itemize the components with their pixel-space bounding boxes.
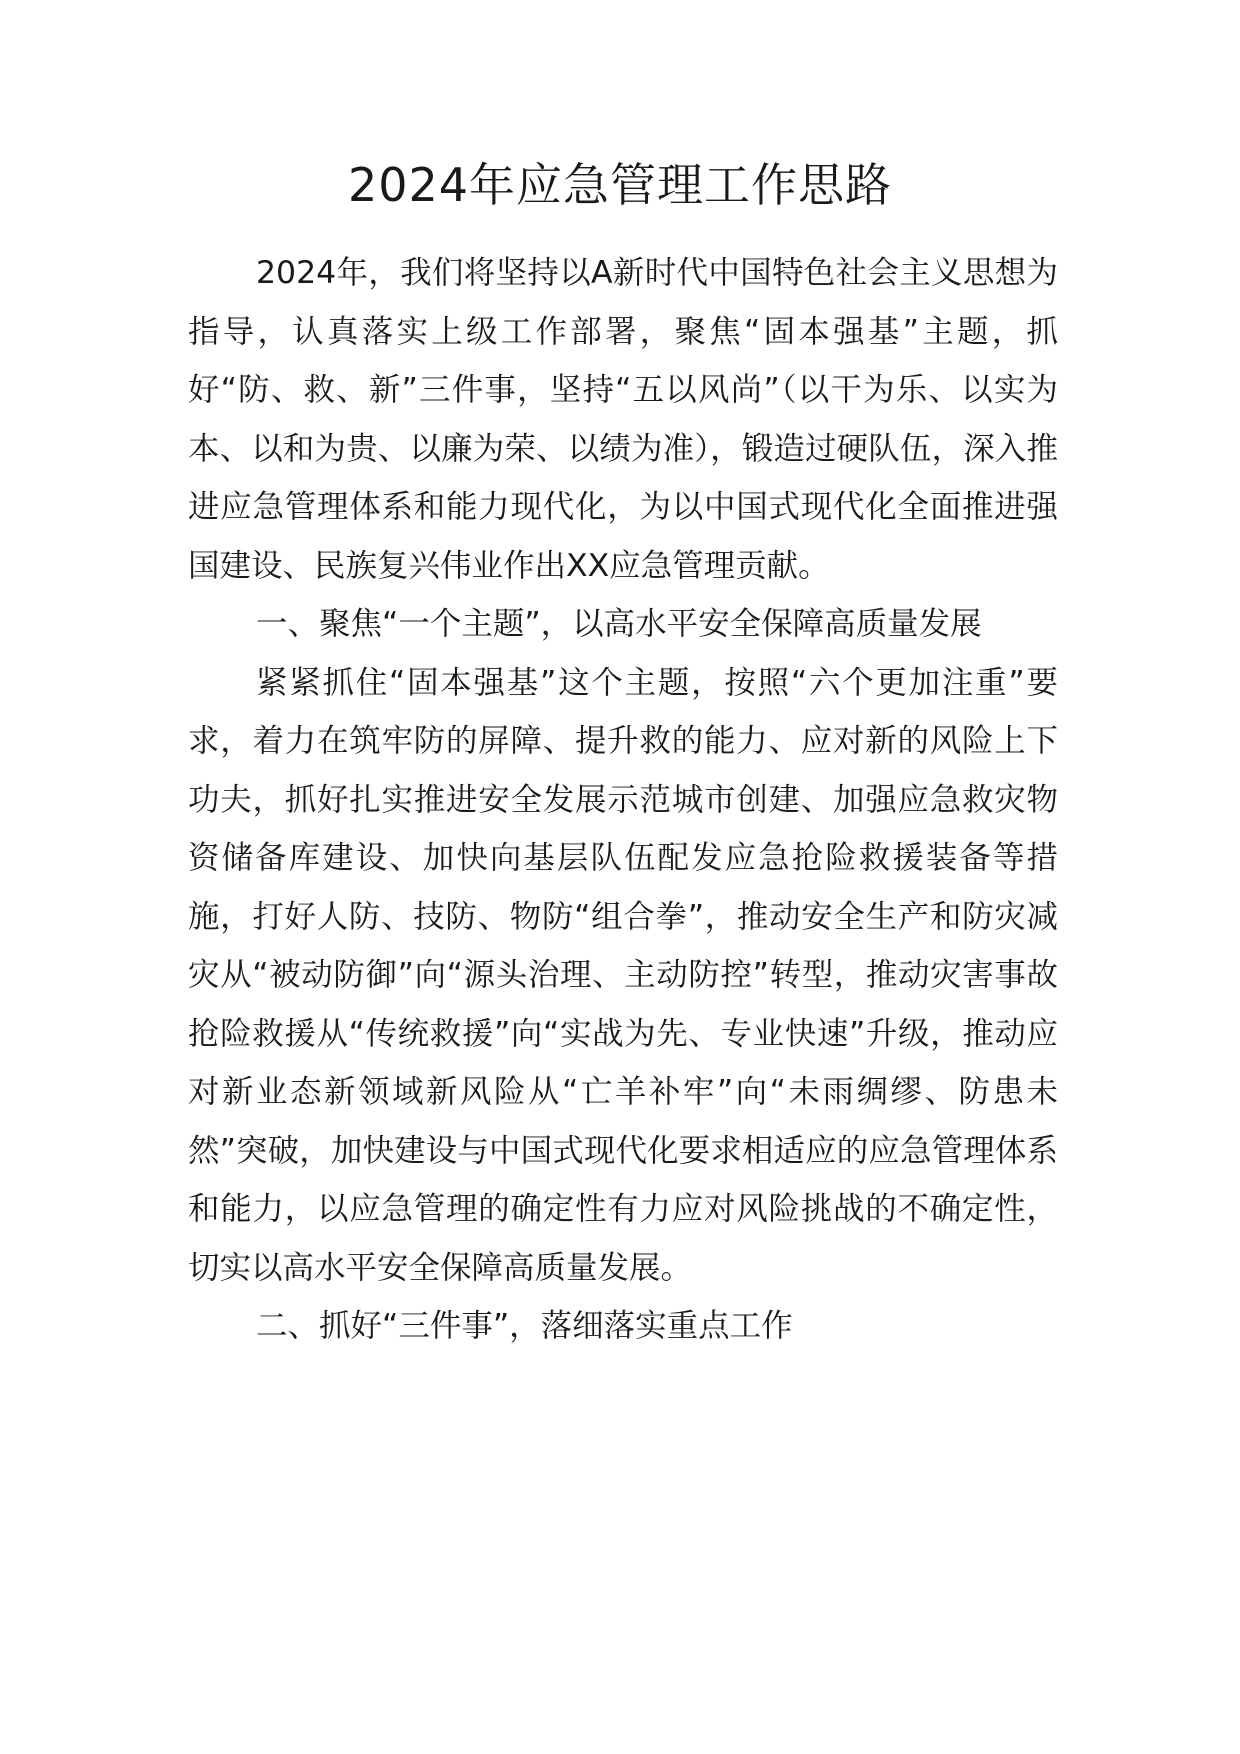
intro-paragraph: 2024年，我们将坚持以A新时代中国特色社会主义思想为指导，认真落实上级工作部署，聚焦“固本强基”主题，抓好“防、救、新”三件事，坚持“五以风尚”（以干为乐、以实为本、以和为贵、以廉为荣、以绩为准），锻造过硬队伍，深入推进应急管理体系和能力现代化，为以中国式现代化全面推进强国建设、民族复兴伟业作出XX应急管理贡献。 bbox=[188, 255, 1058, 584]
section-1-paragraph: 紧紧抓住“固本强基”这个主题，按照“六个更加注重”要求，着力在筑牢防的屏障、提升救的能力、应对新的风险上下功夫，抓好扎实推进安全发展示范城市创建、加强应急救灾物资储备库建设、加快向基层队伍配发应急抢险救援装备等措施，打好人防、技防、物防“组合拳”，推动安全生产和防灾减灾从“被动防御”向“源头治理、主动防控”转型，推动灾害事故抢险救援从“传统救援”向“实战为先、专业快速”升级，推动应对新业态新领域新风险从“亡羊补牢”向“未雨绸缪、防患未然”突破，加快建设与中国式现代化要求相适应的应急管理体系和能力，以应急管理的确定性有力应对风险挑战的不确定性，切实以高水平安全保障高质量发展。 bbox=[188, 664, 1058, 1286]
document-title: 2024年应急管理工作思路 bbox=[347, 158, 893, 212]
document-body bbox=[188, 244, 1058, 1356]
section-heading-1: 一、聚焦“一个主题”，以高水平安全保障高质量发展 bbox=[256, 606, 982, 642]
section-heading-2: 二、抓好“三件事”，落细落实重点工作 bbox=[256, 1308, 793, 1344]
